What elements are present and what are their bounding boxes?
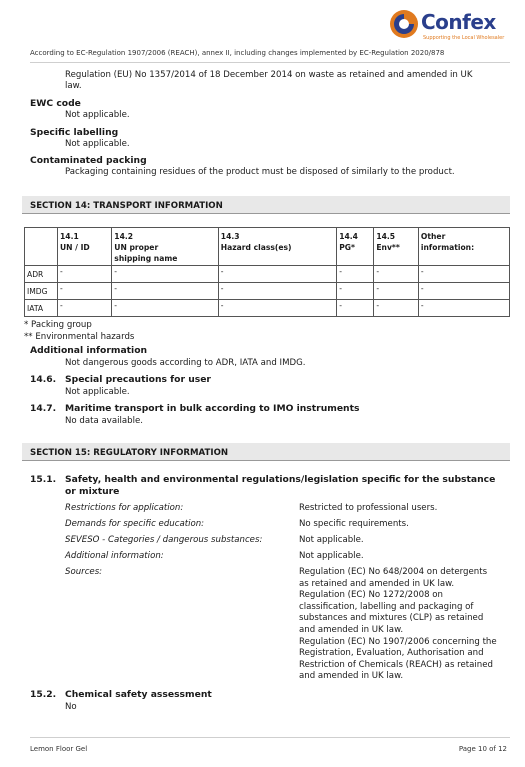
section-14-6-number: 14.6.	[30, 374, 57, 385]
additional-info-title: Additional information	[30, 345, 148, 356]
table-row	[25, 283, 510, 300]
sources-line: substances and mixtures (CLP) as retained	[299, 613, 484, 624]
additional-information-value: Not applicable.	[299, 551, 364, 561]
regulation-header: According to EC-Regulation 1907/2006 (REACH), annex II, including changes implemented by EC-Regulation 2020/878	[30, 49, 445, 57]
section-15-1-title-line2: or mixture	[65, 486, 120, 497]
section-15-2-value: No	[65, 702, 77, 712]
sources-line: as retained and amended in UK law.	[299, 578, 455, 589]
education-label: Demands for specific education:	[65, 519, 205, 529]
transport-table	[24, 227, 510, 317]
section-14-7-title: Maritime transport in bulk according to IMO instruments	[65, 403, 360, 414]
header-divider	[30, 62, 510, 63]
table-row	[25, 300, 510, 317]
specific-labelling-title: Specific labelling	[30, 127, 119, 138]
header-cell-env: 14.5 Env**	[374, 228, 419, 266]
sources-line: Registration, Evaluation, Authorisation and	[299, 648, 484, 659]
footnote-env-hazards: ** Environmental hazards	[24, 332, 135, 342]
section-15-2-title: Chemical safety assessment	[65, 689, 212, 700]
contaminated-packing-value: Packaging containing residues of the product must be disposed of similarly to the product.	[65, 167, 455, 177]
sources-list	[299, 567, 497, 683]
logo-text: Confex	[421, 10, 496, 34]
table-cell: -	[337, 266, 374, 283]
contaminated-packing-title: Contaminated packing	[30, 155, 147, 166]
sources-line: Regulation (EC) No 1272/2008 on	[299, 590, 443, 601]
ewc-code-value: Not applicable.	[65, 110, 130, 120]
sources-label: Sources:	[65, 567, 103, 577]
additional-info-value: Not dangerous goods according to ADR, IATA and IMDG.	[65, 358, 306, 368]
table-cell: -	[418, 283, 509, 300]
section-14-header: SECTION 14: TRANSPORT INFORMATION	[22, 196, 510, 214]
seveso-label: SEVESO - Categories / dangerous substances:	[65, 535, 263, 545]
specific-labelling-value: Not applicable.	[65, 139, 130, 149]
header-cell-pg: 14.4 PG*	[337, 228, 374, 266]
education-value: No specific requirements.	[299, 519, 409, 529]
sources-line: and amended in UK law.	[299, 671, 404, 682]
table-cell: -	[418, 266, 509, 283]
table-corner-cell	[25, 228, 58, 266]
row-label-imdg: IMDG	[25, 283, 58, 300]
transport-table-header	[25, 228, 510, 266]
table-cell: -	[337, 300, 374, 317]
section-14-7-value: No data available.	[65, 416, 144, 426]
restrictions-label: Restrictions for application:	[65, 503, 184, 513]
table-cell: -	[374, 283, 419, 300]
row-label-iata: IATA	[25, 300, 58, 317]
row-label-adr: ADR	[25, 266, 58, 283]
table-cell: -	[218, 266, 336, 283]
sources-line: Restriction of Chemicals (REACH) as retained	[299, 659, 494, 670]
sources-line: Regulation (EC) No 648/2004 on detergents	[299, 567, 488, 577]
section-15-2-number: 15.2.	[30, 689, 57, 700]
logo-tagline: Supporting the Local Wholesaler	[423, 35, 505, 41]
confex-logo-icon	[388, 8, 420, 40]
table-cell: -	[112, 266, 218, 283]
seveso-value: Not applicable.	[299, 535, 364, 545]
section-15-1-number: 15.1.	[30, 474, 57, 485]
table-cell: -	[418, 300, 509, 317]
header-cell-hazard-class: 14.3 Hazard class(es)	[218, 228, 336, 266]
table-cell: -	[112, 283, 218, 300]
header-cell-other-info: Other information:	[418, 228, 509, 266]
waste-regulation-line1: Regulation (EU) No 1357/2014 of 18 December 2014 on waste as retained and amended in UK	[65, 70, 473, 80]
table-cell: -	[58, 300, 112, 317]
footer-page-number: Page 10 of 12	[458, 745, 507, 753]
sources-line: Regulation (EC) No 1907/2006 concerning the	[299, 636, 497, 647]
confex-logo	[388, 8, 508, 44]
section-14-6-title: Special precautions for user	[65, 374, 211, 385]
footer-product-name: Lemon Floor Gel	[30, 745, 88, 753]
table-cell: -	[218, 300, 336, 317]
table-cell: -	[374, 266, 419, 283]
table-cell: -	[58, 266, 112, 283]
table-cell: -	[58, 283, 112, 300]
section-15-1-title-line1: Safety, health and environmental regulations/legislation specific for the substance	[65, 474, 496, 485]
waste-regulation-line2: law.	[65, 81, 82, 91]
footnote-packing-group: * Packing group	[24, 320, 92, 330]
sources-line: and amended in UK law.	[299, 624, 404, 635]
section-14-7-number: 14.7.	[30, 403, 57, 414]
section-15-header: SECTION 15: REGULATORY INFORMATION	[22, 443, 510, 461]
sources-line: classification, labelling and packaging of	[299, 601, 474, 612]
footer-divider	[30, 737, 510, 738]
additional-information-label: Additional information:	[65, 551, 164, 561]
header-cell-un-id: 14.1 UN / ID	[58, 228, 112, 266]
table-cell: -	[374, 300, 419, 317]
section-14-6-value: Not applicable.	[65, 387, 130, 397]
table-cell: -	[218, 283, 336, 300]
table-cell: -	[337, 283, 374, 300]
table-cell: -	[112, 300, 218, 317]
restrictions-value: Restricted to professional users.	[299, 503, 438, 513]
table-row	[25, 266, 510, 283]
ewc-code-title: EWC code	[30, 98, 81, 109]
header-cell-shipping-name: 14.2 UN proper shipping name	[112, 228, 218, 266]
